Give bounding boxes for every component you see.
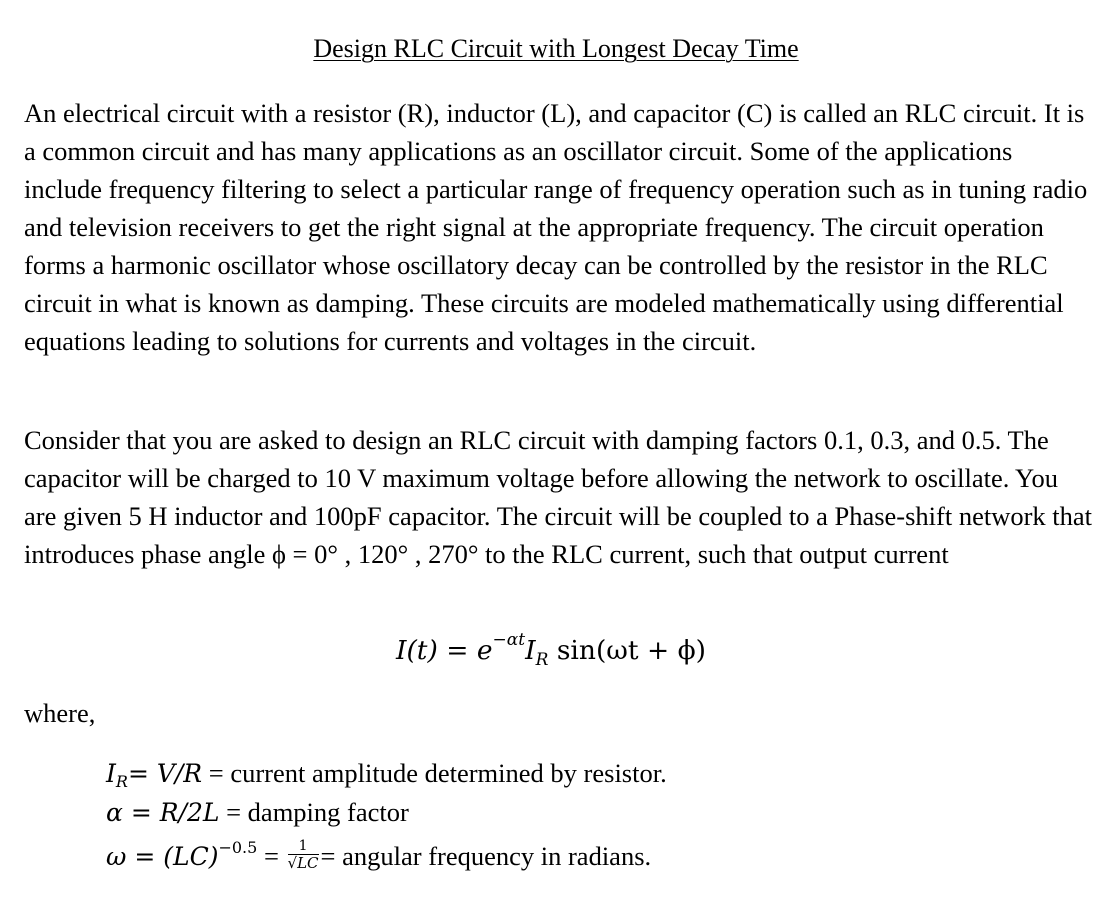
def1-symbol: I	[106, 759, 116, 788]
def3-fraction	[288, 839, 319, 872]
equation-exp-base: e	[476, 634, 493, 666]
document-title: Design RLC Circuit with Longest Decay Time	[313, 34, 799, 63]
definition-angular-frequency	[106, 838, 651, 875]
paragraph-task: Consider that you are asked to design an RLC circuit with damping factors 0.1, 0.3, and 0.5. The capacitor will be charged to 10 V maximum voltage before allowing the network to oscillate. You are given 5 H inductor and 100pF capacitor. The circuit will be coupled to a Phase-shift network that introduces phase angle ϕ = 0° , 120° , 270° to the RLC current, such that output current	[24, 425, 1093, 569]
def3-equals: =	[257, 841, 286, 871]
equation-sine-term: sin(ωt + ϕ)	[548, 634, 707, 666]
equation-lhs: I(t)	[396, 634, 438, 666]
output-current-equation	[396, 630, 707, 671]
def3-formula: ω = (LC)	[106, 842, 219, 871]
definition-current-amplitude	[106, 758, 667, 791]
def1-description: = current amplitude determined by resistor.	[202, 758, 667, 788]
paragraph-intro: An electrical circuit with a resistor (R), inductor (L), and capacitor (C) is called an RLC circuit. It is a common circuit and has many applications as an oscillator circuit. Some of the applications include frequency filtering to select a particular range of frequency operation such as in tuning radio and television receivers to get the right signal at the appropriate frequency. The circuit operation forms a harmonic oscillator whose oscillatory decay can be controlled by the resistor in the RLC circuit in what is known as damping. These circuits are modeled mathematically using differential equations leading to solutions for currents and voltages in the circuit.	[24, 98, 1088, 356]
def3-description: = angular frequency in radians.	[320, 841, 652, 871]
def3-fraction-denominator: √LC	[287, 854, 319, 873]
def3-exponent: −0.5	[218, 838, 258, 857]
def2-description: = damping factor	[219, 797, 409, 827]
definition-damping-factor	[106, 797, 409, 828]
equation-amplitude-sub: R	[535, 650, 549, 671]
def2-formula: α = R/2L	[106, 798, 220, 827]
def1-formula: = V/R	[127, 759, 203, 788]
where-label: where,	[24, 698, 96, 728]
def3-fraction-numerator: 1	[288, 839, 319, 855]
equation-amplitude: I	[525, 634, 536, 666]
def1-symbol-sub: R	[115, 772, 128, 791]
equation-exp-power: −αt	[492, 630, 526, 650]
equation-equals: =	[437, 634, 477, 666]
